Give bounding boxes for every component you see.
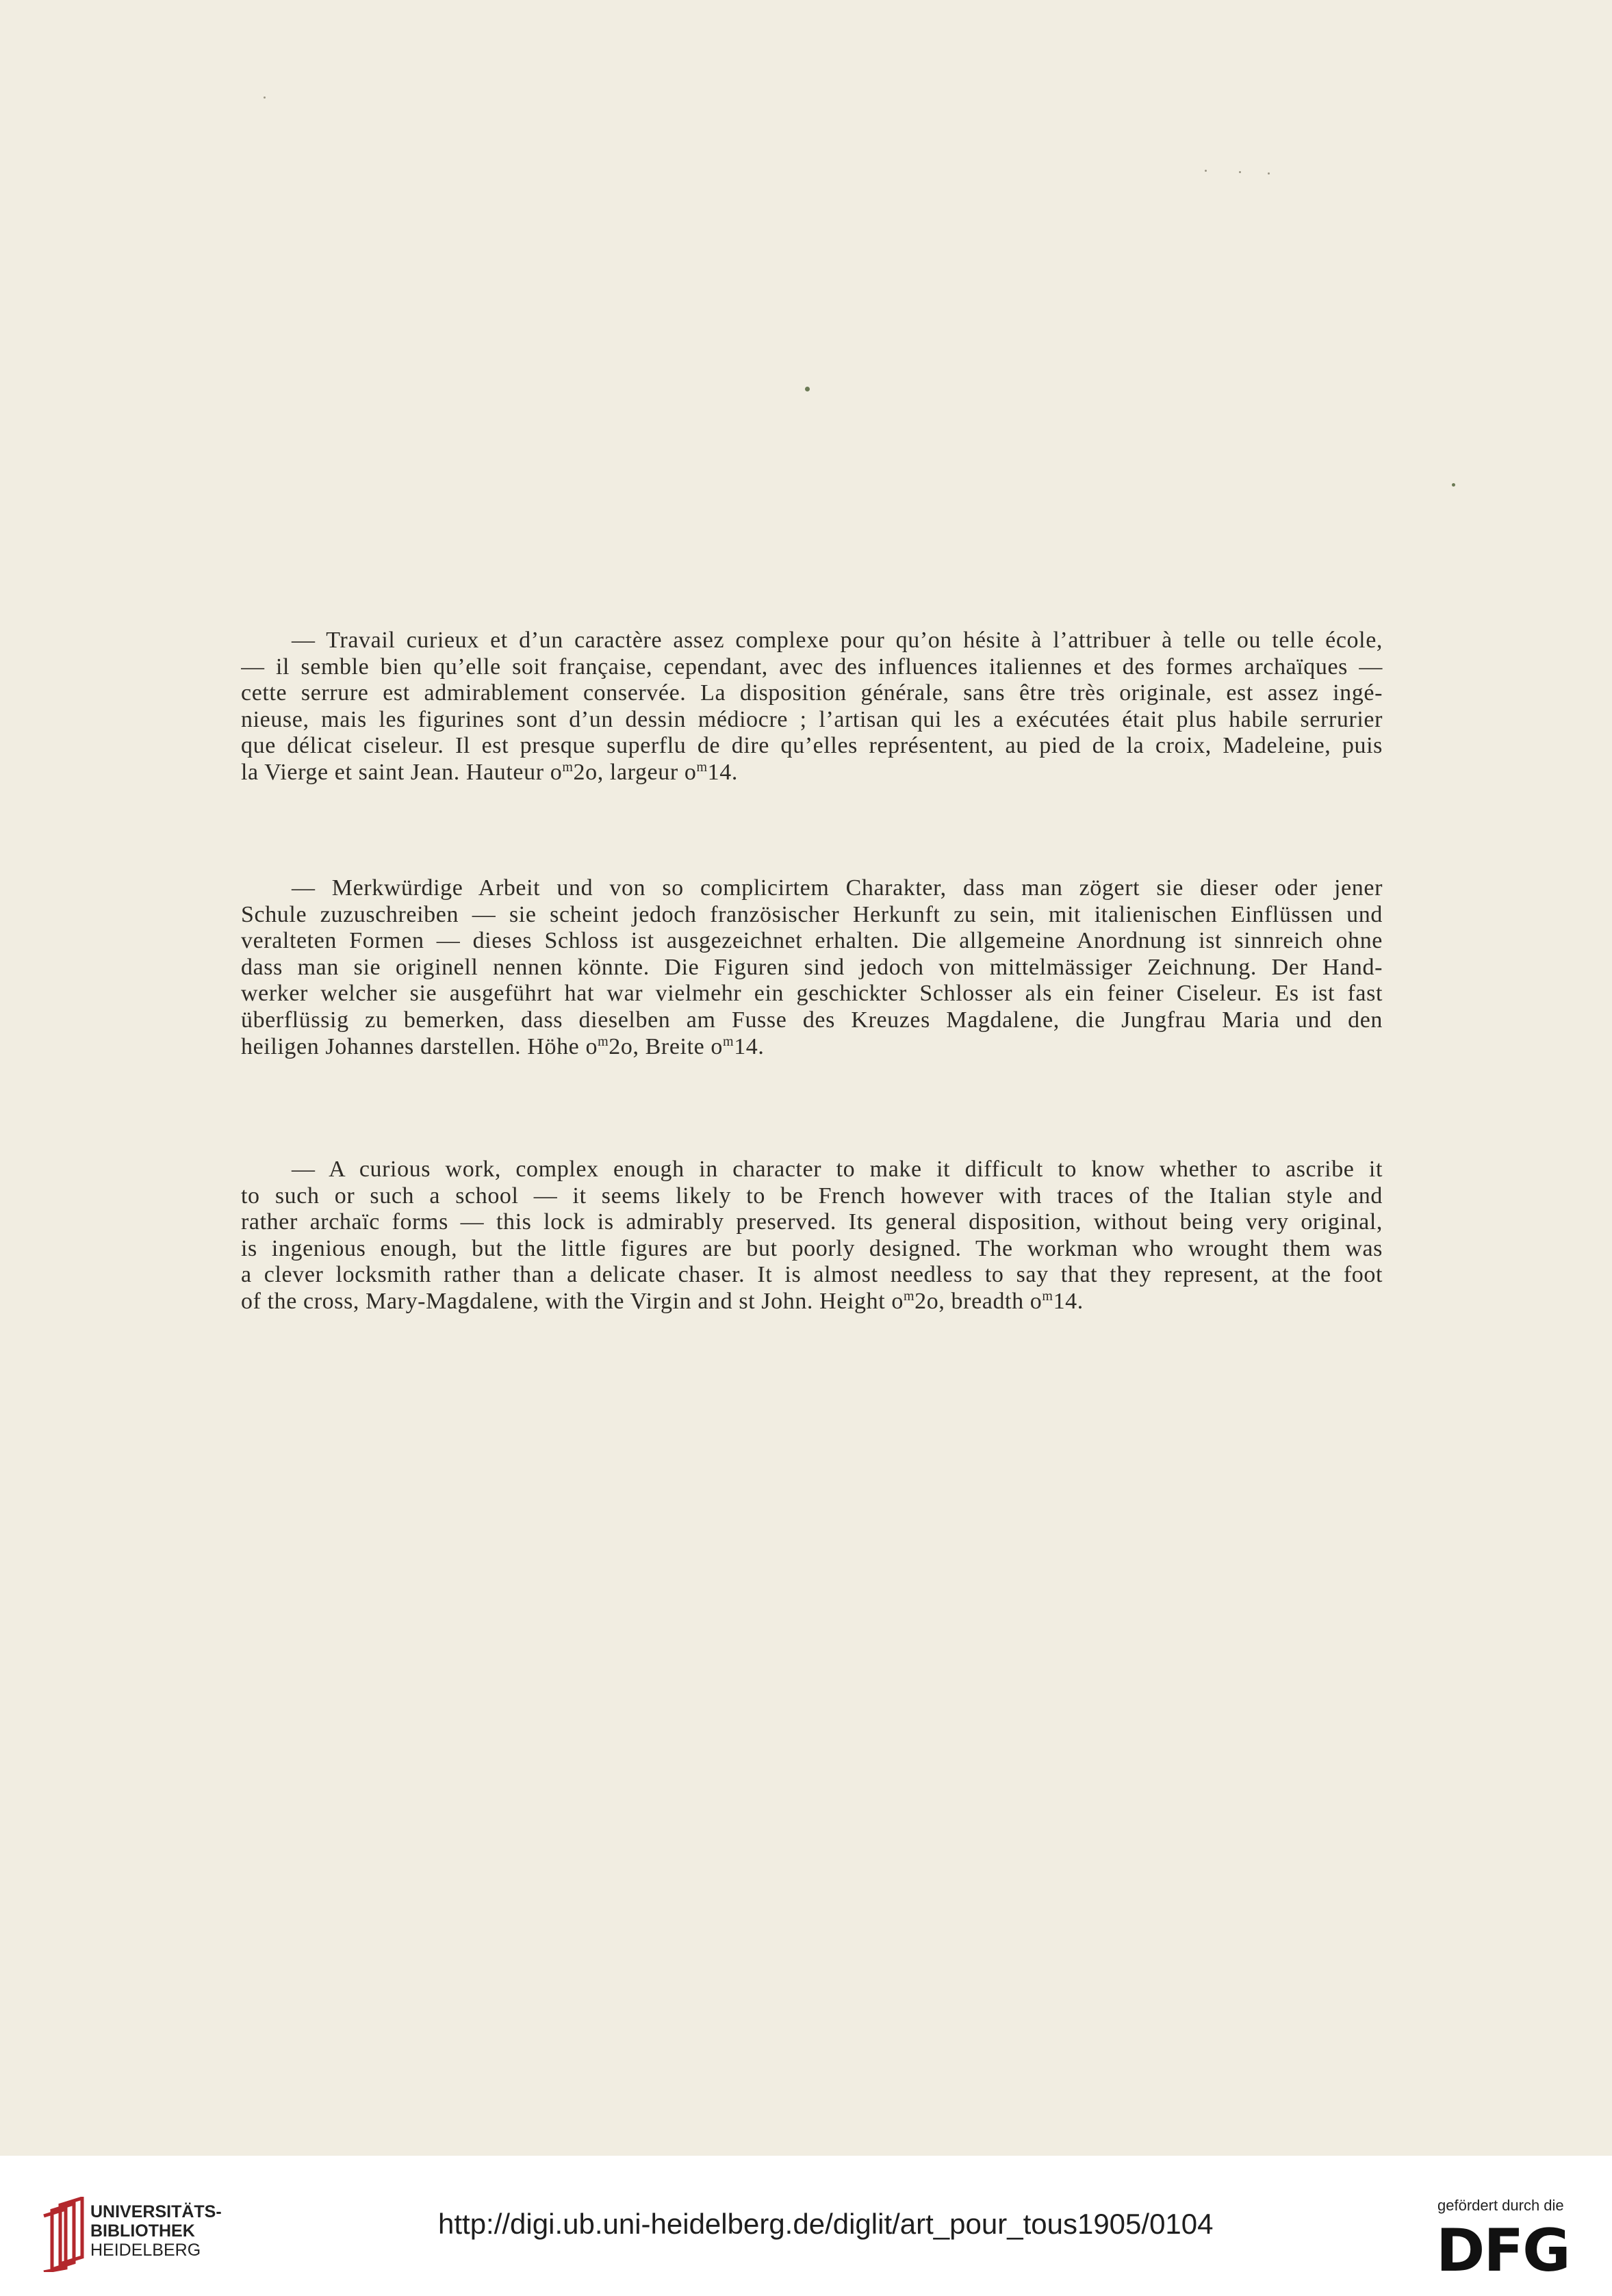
permalink-url[interactable]: http://digi.ub.uni-heidelberg.de/diglit/art_pour_tous1905/0104 [438,2208,1214,2240]
text-line: — Travail curieux et d’un caractère assez complexe pour qu’on hésite à l’attribuer à telle ou telle école, [292,628,1383,653]
text-fragment: 2o, largeur o [573,759,697,785]
text-line-dimensions [241,760,1383,786]
text-line: nieuse, mais les figurines sont d’un dessin médiocre ; l’artisan qui les a exécutées était plus habile serrurier [241,706,1383,732]
paragraph-english [241,1157,1383,1315]
funding-note: gefördert durch die [1437,2197,1564,2214]
text-line: — il semble bien qu’elle soit française, cependant, avec des influences italiennes et des formes archaïques — [241,654,1383,680]
dfg-logo-icon: DFG [1436,2217,1570,2285]
text-fragment: la Vierge et saint Jean. Hauteur o [241,759,563,785]
text-line: werker welcher sie ausgeführt hat war vielmehr ein geschickter Schlosser als ein feiner Ciseleur. Es ist fast [241,981,1383,1007]
library-name-line: UNIVERSITÄTS- [90,2202,222,2221]
text-line-dimensions [241,1034,1383,1061]
paper-speck [264,96,266,99]
paragraph-french [241,628,1383,786]
paragraph-german [241,875,1383,1060]
text-line: dass man sie originell nennen könnte. Die Figuren sind jedoch von mittelmässiger Zeichnung. Der Hand- [241,954,1383,980]
library-name-line: HEIDELBERG [90,2241,201,2260]
library-name-line: BIBLIOTHEK [90,2221,195,2241]
text-fragment: 14. [1053,1288,1084,1314]
text-line: is ingenious enough, but the little figures are but poorly designed. The workman who wrought them was [241,1235,1383,1261]
text-fragment: heiligen Johannes darstellen. Höhe o [241,1033,598,1059]
text-fragment: 14. [734,1033,765,1059]
text-line: — Merkwürdige Arbeit und von so complicirtem Charakter, dass man zögert sie dieser oder jener [292,875,1383,901]
library-name [90,2202,222,2260]
text-line: que délicat ciseleur. Il est presque superflu de dire qu’elles représentent, au pied de la croix, Madeleine, puis [241,733,1383,759]
text-line: veralteten Formen — dieses Schloss ist ausgezeichnet erhalten. Die allgemeine Anordnung ist sinnreich ohne [241,928,1383,954]
text-line-dimensions [241,1289,1383,1315]
paper-speck [1268,172,1270,175]
paper-speck [1452,483,1455,487]
text-fragment: of the cross, Mary-Magdalene, with the Virgin and st John. Height o [241,1288,904,1314]
footer-bar [0,2156,1612,2296]
superscript: m [1042,1288,1053,1304]
text-fragment: 2o, Breite o [609,1033,724,1059]
superscript: m [723,1033,734,1049]
superscript: m [562,759,574,775]
text-line: Schule zuzuschreiben — sie scheint jedoch französischer Herkunft zu sein, mit italienischen Einflüssen und [241,901,1383,927]
text-line: rather archaïc forms — this lock is admirably preserved. Its general disposition, without being very original, [241,1209,1383,1235]
text-line: a clever locksmith rather than a delicate chaser. It is almost needless to say that they represent, at the foot [241,1262,1383,1288]
paper-speck [805,387,810,391]
paper-speck [1205,170,1207,172]
superscript: m [598,1033,609,1049]
superscript: m [696,759,708,775]
text-fragment: 14. [707,759,738,785]
text-line: überflüssig zu bemerken, dass dieselben am Fusse des Kreuzes Magdalene, die Jungfrau Maria und den [241,1007,1383,1033]
superscript: m [903,1288,915,1304]
text-line: cette serrure est admirablement conservée. La disposition générale, sans être très originale, est assez ingé- [241,680,1383,706]
text-line: — A curious work, complex enough in character to make it difficult to know whether to ascribe it [292,1157,1383,1182]
text-line: to such or such a school — it seems likely to be French however with traces of the Italian style and [241,1183,1383,1209]
text-fragment: 2o, breadth o [914,1288,1042,1314]
paper-speck [1239,171,1241,173]
